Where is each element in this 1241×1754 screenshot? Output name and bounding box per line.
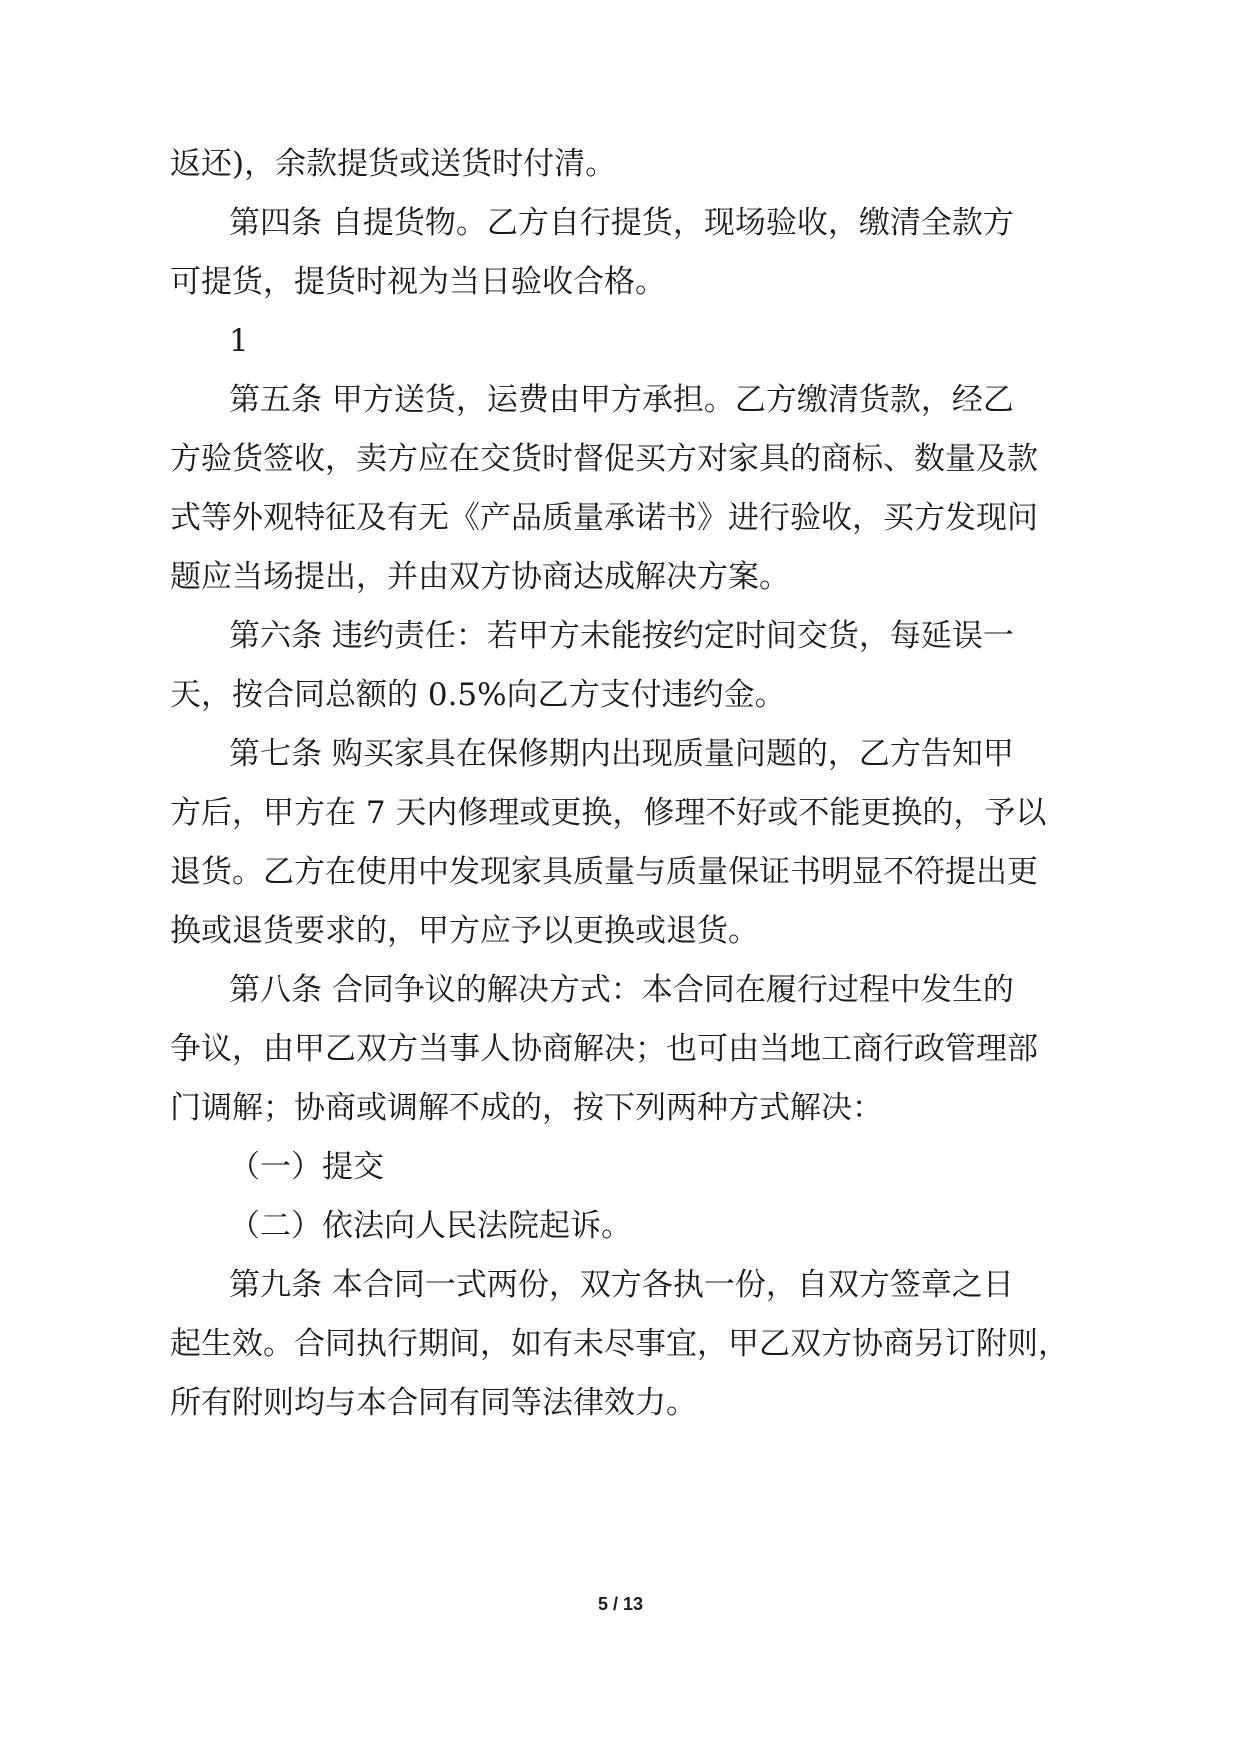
page-number: 5 / 13 bbox=[597, 1594, 644, 1614]
article-4-heading-line: 第四条 自提货物。乙方自行提货，现场验收，缴清全款方 bbox=[229, 205, 1014, 241]
text-line: 天，按合同总额的 0.5%向乙方支付违约金。 bbox=[170, 677, 786, 713]
list-item: （二）依法向人民法院起诉。 bbox=[229, 1208, 632, 1244]
list-item: （一）提交 bbox=[229, 1149, 384, 1185]
article-9-heading-line: 第九条 本合同一式两份，双方各执一份，自双方签章之日 bbox=[229, 1267, 1014, 1303]
text-line: 方验货签收，卖方应在交货时督促买方对家具的商标、数量及款 bbox=[170, 441, 1038, 477]
text-line: 门调解；协商或调解不成的，按下列两种方式解决： bbox=[170, 1090, 883, 1126]
text-line: 退货。乙方在使用中发现家具质量与质量保证书明显不符提出更 bbox=[170, 854, 1038, 890]
text-line: 方后，甲方在 7 天内修理或更换，修理不好或不能更换的，予以 bbox=[170, 795, 1047, 831]
text-line: 式等外观特征及有无《产品质量承诺书》进行验收，买方发现问 bbox=[170, 500, 1038, 536]
article-8-heading-line: 第八条 合同争议的解决方式：本合同在履行过程中发生的 bbox=[229, 972, 1014, 1008]
text-line: 返还)，余款提货或送货时付清。 bbox=[170, 146, 617, 182]
text-line: 所有附则均与本合同有同等法律效力。 bbox=[170, 1385, 697, 1421]
text-line: 争议，由甲乙双方当事人协商解决；也可由当地工商行政管理部 bbox=[170, 1031, 1038, 1067]
article-6-heading-line: 第六条 违约责任：若甲方未能按约定时间交货，每延误一 bbox=[229, 618, 1014, 654]
article-5-heading-line: 第五条 甲方送货，运费由甲方承担。乙方缴清货款，经乙 bbox=[229, 382, 1014, 418]
text-line: 起生效。合同执行期间，如有未尽事宜，甲乙双方协商另订附则， bbox=[170, 1326, 1069, 1362]
text-line: 可提货，提货时视为当日验收合格。 bbox=[170, 264, 666, 300]
footnote-marker: 1 bbox=[229, 323, 249, 359]
text-line: 换或退货要求的，甲方应予以更换或退货。 bbox=[170, 913, 759, 949]
article-7-heading-line: 第七条 购买家具在保修期内出现质量问题的，乙方告知甲 bbox=[229, 736, 1014, 772]
text-line: 题应当场提出，并由双方协商达成解决方案。 bbox=[170, 559, 790, 595]
